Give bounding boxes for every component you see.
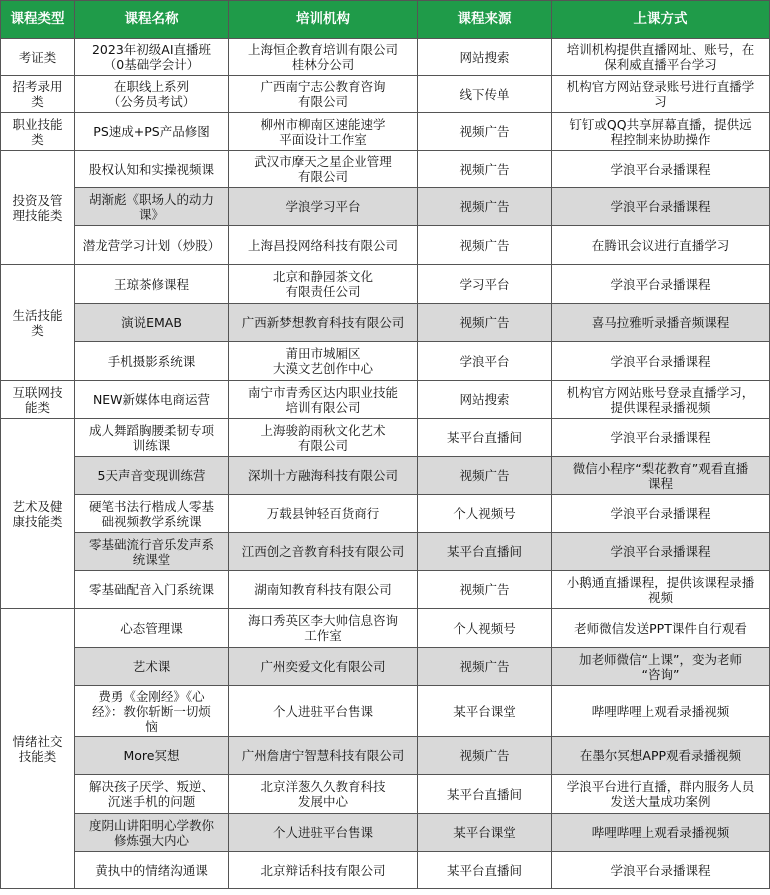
table-body (1, 39, 770, 889)
method-cell: 小鹅通直播课程，提供该课程录播 视频 (552, 571, 770, 609)
table-row (1, 571, 770, 609)
table-row (1, 814, 770, 852)
method-cell: 学浪平台录播课程 (552, 265, 770, 304)
table-row (1, 686, 770, 737)
category-cell: 艺术及健 康技能类 (1, 419, 75, 609)
table-row (1, 188, 770, 226)
course-name-cell: 演说EMAB (75, 304, 229, 342)
course-name-cell: 费勇《金刚经》《心 经》：教你斩断一切烦 恼 (75, 686, 229, 737)
institution-cell: 深圳十方融海科技有限公司 (229, 457, 418, 495)
source-cell: 某平台直播间 (418, 852, 552, 889)
source-cell: 视频广告 (418, 113, 552, 151)
method-cell: 哔哩哔哩上观看录播视频 (552, 814, 770, 852)
category-cell: 招考录用 类 (1, 76, 75, 113)
institution-cell: 北京辩话科技有限公司 (229, 852, 418, 889)
table-row (1, 39, 770, 76)
institution-cell: 上海昌投网络科技有限公司 (229, 226, 418, 265)
institution-cell: 个人进驻平台售课 (229, 814, 418, 852)
course-name-cell: 王琼茶修课程 (75, 265, 229, 304)
institution-cell: 北京和静园茶文化 有限责任公司 (229, 265, 418, 304)
method-cell: 学浪平台录播课程 (552, 151, 770, 188)
method-cell: 喜马拉雅听录播音频课程 (552, 304, 770, 342)
method-cell: 哔哩哔哩上观看录播视频 (552, 686, 770, 737)
institution-cell: 个人进驻平台售课 (229, 686, 418, 737)
category-cell: 投资及管 理技能类 (1, 151, 75, 265)
source-cell: 学浪平台 (418, 342, 552, 381)
table-row (1, 609, 770, 648)
category-cell: 情绪社交 技能类 (1, 609, 75, 889)
table-row (1, 76, 770, 113)
table-row (1, 495, 770, 533)
method-cell: 老师微信发送PPT课件自行观看 (552, 609, 770, 648)
category-cell: 职业技能 类 (1, 113, 75, 151)
method-cell: 学浪平台录播课程 (552, 495, 770, 533)
institution-cell: 万载县钟轻百货商行 (229, 495, 418, 533)
method-cell: 微信小程序“梨花教育”观看直播 课程 (552, 457, 770, 495)
course-name-cell: 心态管理课 (75, 609, 229, 648)
course-name-cell: 黄执中的情绪沟通课 (75, 852, 229, 889)
course-name-cell: More冥想 (75, 737, 229, 775)
method-cell: 学浪平台进行直播，群内服务人员 发送大量成功案例 (552, 775, 770, 814)
table-row (1, 533, 770, 571)
method-cell: 学浪平台录播课程 (552, 852, 770, 889)
source-cell: 视频广告 (418, 648, 552, 686)
source-cell: 个人视频号 (418, 609, 552, 648)
institution-cell: 广州詹唐宁智慧科技有限公司 (229, 737, 418, 775)
institution-cell: 柳州市柳南区速能速学 平面设计工作室 (229, 113, 418, 151)
table-row (1, 113, 770, 151)
institution-cell: 广西南宁志公教育咨询 有限公司 (229, 76, 418, 113)
method-cell: 机构官方网站登录账号进行直播学 习 (552, 76, 770, 113)
course-name-cell: 艺术课 (75, 648, 229, 686)
source-cell: 某平台直播间 (418, 419, 552, 457)
table-row (1, 226, 770, 265)
table-row (1, 342, 770, 381)
source-cell: 线下传单 (418, 76, 552, 113)
table-row (1, 648, 770, 686)
method-cell: 在腾讯会议进行直播学习 (552, 226, 770, 265)
course-name-cell: 度阴山讲阳明心学教你 修炼强大内心 (75, 814, 229, 852)
method-cell: 学浪平台录播课程 (552, 188, 770, 226)
table-row (1, 419, 770, 457)
source-cell: 学习平台 (418, 265, 552, 304)
institution-cell: 上海恒企教育培训有限公司 桂林分公司 (229, 39, 418, 76)
institution-cell: 武汉市摩天之星企业管理 有限公司 (229, 151, 418, 188)
course-name-cell: 零基础配音入门系统课 (75, 571, 229, 609)
institution-cell: 莆田市城厢区 大漠文艺创作中心 (229, 342, 418, 381)
source-cell: 个人视频号 (418, 495, 552, 533)
header-row (1, 1, 770, 39)
source-cell: 视频广告 (418, 571, 552, 609)
institution-cell: 上海骏韵雨秋文化艺术 有限公司 (229, 419, 418, 457)
institution-cell: 南宁市青秀区达内职业技能 培训有限公司 (229, 381, 418, 419)
category-cell: 考证类 (1, 39, 75, 76)
method-cell: 在墨尔冥想APP观看录播视频 (552, 737, 770, 775)
table-row (1, 775, 770, 814)
course-name-cell: 成人舞蹈胸腰柔韧专项 训练课 (75, 419, 229, 457)
source-cell: 视频广告 (418, 151, 552, 188)
source-cell: 某平台课堂 (418, 686, 552, 737)
header-course-source: 课程来源 (418, 1, 552, 39)
header-class-method: 上课方式 (552, 1, 770, 39)
table-row (1, 304, 770, 342)
header-course-name: 课程名称 (75, 1, 229, 39)
source-cell: 某平台课堂 (418, 814, 552, 852)
course-name-cell: 股权认知和实操视频课 (75, 151, 229, 188)
course-name-cell: 2023年初级AI直播班 （0基础学会计） (75, 39, 229, 76)
course-name-cell: 5天声音变现训练营 (75, 457, 229, 495)
table-row (1, 265, 770, 304)
table-row (1, 737, 770, 775)
method-cell: 机构官方网站账号登录直播学习， 提供课程录播视频 (552, 381, 770, 419)
table-row (1, 852, 770, 889)
method-cell: 加老师微信“上课”，变为老师 “咨询” (552, 648, 770, 686)
method-cell: 钉钉或QQ共享屏幕直播，提供远 程控制来协助操作 (552, 113, 770, 151)
course-name-cell: 解决孩子厌学、叛逆、 沉迷手机的问题 (75, 775, 229, 814)
source-cell: 网站搜索 (418, 39, 552, 76)
institution-cell: 北京洋葱久久教育科技 发展中心 (229, 775, 418, 814)
course-name-cell: 在职线上系列 （公务员考试） (75, 76, 229, 113)
course-name-cell: PS速成+PS产品修图 (75, 113, 229, 151)
header-course-type: 课程类型 (1, 1, 75, 39)
header-institution: 培训机构 (229, 1, 418, 39)
institution-cell: 广西新梦想教育科技有限公司 (229, 304, 418, 342)
source-cell: 视频广告 (418, 188, 552, 226)
course-name-cell: 硬笔书法行楷成人零基 础视频教学系统课 (75, 495, 229, 533)
method-cell: 学浪平台录播课程 (552, 533, 770, 571)
institution-cell: 江西创之音教育科技有限公司 (229, 533, 418, 571)
table-row (1, 151, 770, 188)
course-name-cell: 手机摄影系统课 (75, 342, 229, 381)
course-name-cell: 零基础流行音乐发声系 统课堂 (75, 533, 229, 571)
institution-cell: 学浪学习平台 (229, 188, 418, 226)
method-cell: 学浪平台录播课程 (552, 342, 770, 381)
source-cell: 网站搜索 (418, 381, 552, 419)
course-name-cell: 胡渐彪《职场人的动力 课》 (75, 188, 229, 226)
category-cell: 互联网技 能类 (1, 381, 75, 419)
institution-cell: 海口秀英区李大帅信息咨询 工作室 (229, 609, 418, 648)
institution-cell: 湖南知教育科技有限公司 (229, 571, 418, 609)
source-cell: 视频广告 (418, 304, 552, 342)
institution-cell: 广州奕爱文化有限公司 (229, 648, 418, 686)
course-name-cell: NEW新媒体电商运营 (75, 381, 229, 419)
source-cell: 某平台直播间 (418, 533, 552, 571)
method-cell: 培训机构提供直播网址、账号，在 保利威直播平台学习 (552, 39, 770, 76)
table-row (1, 381, 770, 419)
table-row (1, 457, 770, 495)
course-name-cell: 潜龙营学习计划（炒股） (75, 226, 229, 265)
method-cell: 学浪平台录播课程 (552, 419, 770, 457)
source-cell: 某平台直播间 (418, 775, 552, 814)
source-cell: 视频广告 (418, 737, 552, 775)
category-cell: 生活技能 类 (1, 265, 75, 381)
source-cell: 视频广告 (418, 226, 552, 265)
source-cell: 视频广告 (418, 457, 552, 495)
